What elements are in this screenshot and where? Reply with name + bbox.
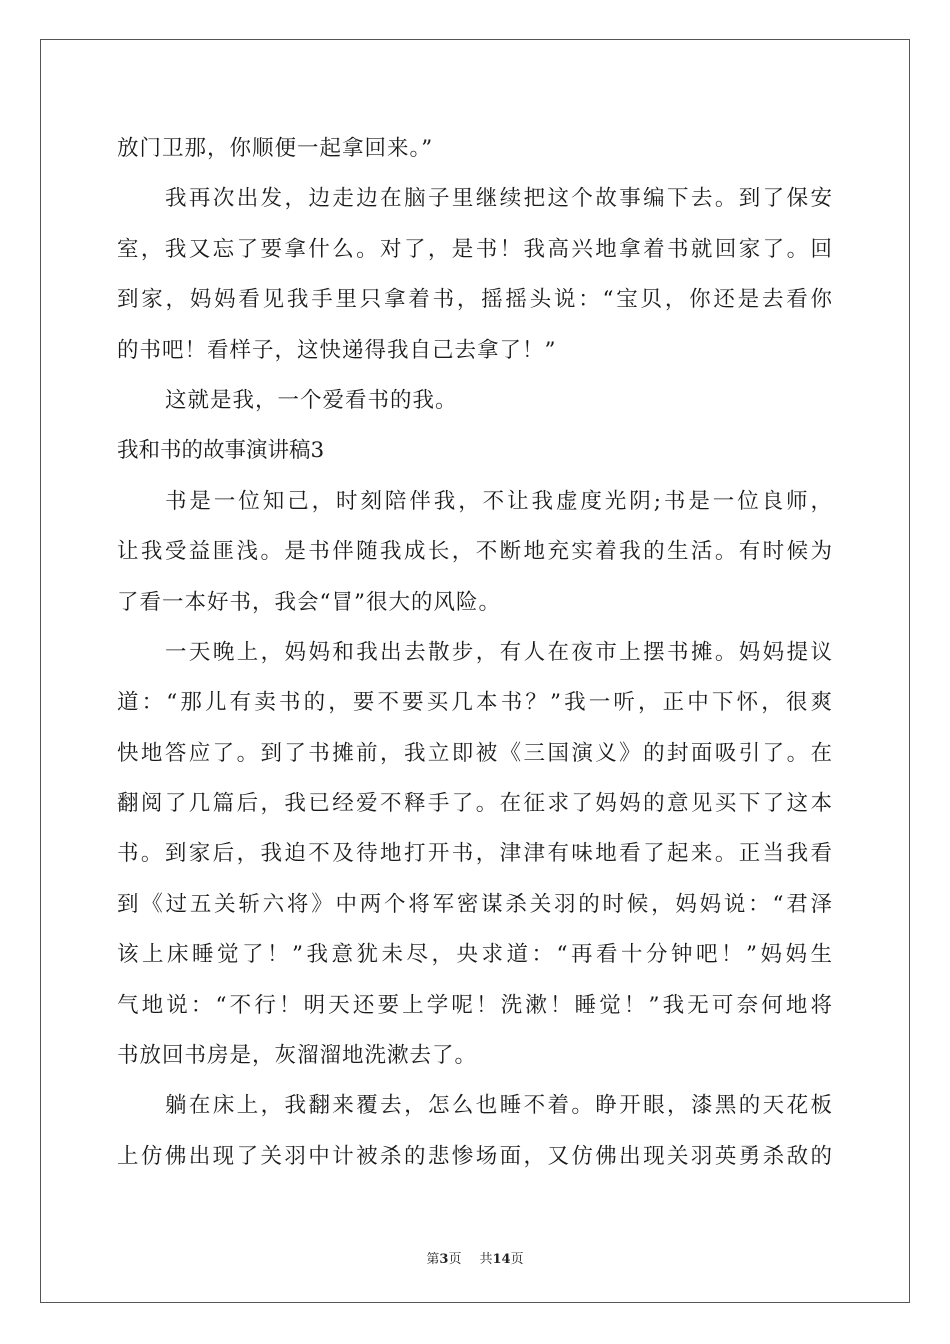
total-page-number: 14	[492, 1252, 511, 1267]
text-line: 道：“那儿有卖书的，要不要买几本书？”我一听，正中下怀，很爽	[117, 690, 833, 716]
text-line: 上仿佛出现了关羽中计被杀的悲惨场面，又仿佛出现关羽英勇杀敌的	[117, 1143, 833, 1169]
text-line: 这就是我，一个爱看书的我。	[165, 387, 458, 413]
total-prefix: 共	[479, 1252, 493, 1267]
text-line: 放门卫那，你顺便一起拿回来。”	[117, 136, 434, 161]
document-body	[117, 124, 833, 1182]
text-line: 躺在床上，我翻来覆去，怎么也睡不着。睁开眼，漆黑的天花板	[165, 1093, 833, 1119]
text-line: 我再次出发，边走边在脑子里继续把这个故事编下去。到了保安	[165, 186, 833, 212]
text-line: 让我受益匪浅。是书伴随我成长，不断地充实着我的生活。有时候为	[117, 539, 833, 565]
current-page-number: 3	[439, 1252, 449, 1267]
page-prefix: 第	[426, 1252, 440, 1267]
text-line: 室，我又忘了要拿什么。对了，是书！我高兴地拿着书就回家了。回	[117, 236, 833, 262]
text-line: 该上床睡觉了！”我意犹未尽，央求道：“再看十分钟吧！”妈妈生	[117, 942, 833, 968]
page-footer	[0, 1248, 950, 1267]
text-line: 了看一本好书，我会“冒”很大的风险。	[117, 589, 501, 615]
total-suffix: 页	[510, 1252, 524, 1267]
section-heading: 我和书的故事演讲稿3	[117, 438, 325, 464]
text-line: 书放回书房是，灰溜溜地洗漱去了。	[117, 1043, 478, 1069]
text-line: 书。到家后，我迫不及待地打开书，津津有味地看了起来。正当我看	[117, 841, 833, 867]
page-suffix: 页	[448, 1252, 462, 1267]
text-line: 快地答应了。到了书摊前，我立即被《三国演义》的封面吸引了。在	[117, 740, 833, 766]
text-line: 的书吧！看样子，这快递得我自己去拿了！”	[117, 337, 557, 363]
text-line: 书是一位知己，时刻陪伴我，不让我虚度光阴;书是一位良师，	[165, 488, 833, 514]
text-line: 一天晚上，妈妈和我出去散步，有人在夜市上摆书摊。妈妈提议	[165, 639, 833, 665]
text-line: 气地说：“不行！明天还要上学呢！洗漱！睡觉！”我无可奈何地将	[117, 992, 833, 1018]
text-line: 到《过五关斩六将》中两个将军密谋杀关羽的时候，妈妈说：“君泽	[117, 891, 833, 917]
text-line: 翻阅了几篇后，我已经爱不释手了。在征求了妈妈的意见买下了这本	[117, 791, 833, 817]
text-line: 到家，妈妈看见我手里只拿着书，摇摇头说：“宝贝，你还是去看你	[117, 287, 833, 313]
